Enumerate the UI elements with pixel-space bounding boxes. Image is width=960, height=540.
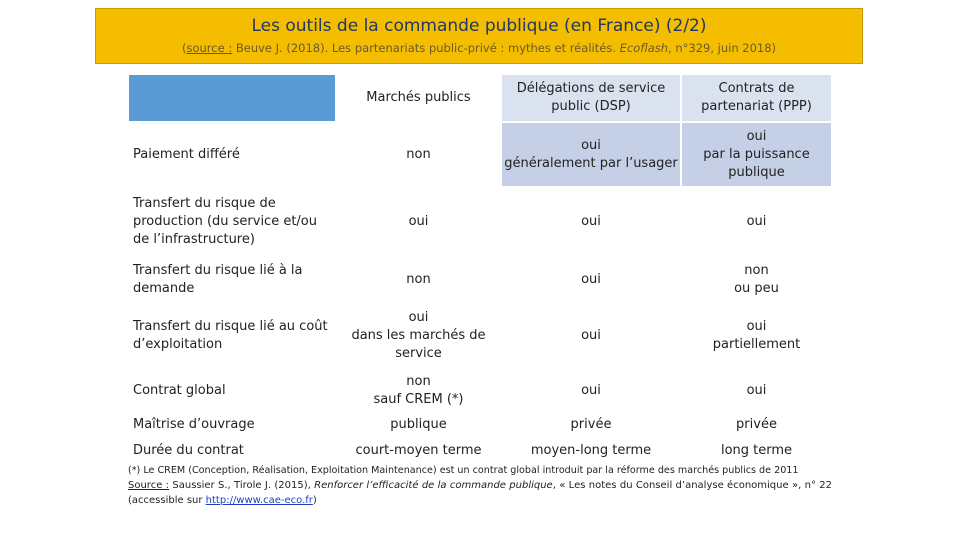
col-header-dsp: Délégations de service public (DSP): [501, 74, 681, 122]
slide-source: [96, 41, 862, 55]
cell-production-dsp: oui: [501, 187, 681, 257]
cell-paiement-marches: non: [336, 122, 501, 187]
footer-access-text: (accessible sur: [128, 495, 206, 506]
cell-paiement-dsp: oui généralement par l’usager: [501, 122, 681, 187]
row-header-risque-demande: Transfert du risque lié à la demande: [128, 257, 336, 302]
cell-cout-marches: oui dans les marchés de service: [336, 302, 501, 370]
comparison-table: [128, 74, 832, 464]
source-label: source :: [186, 41, 233, 55]
footer-source: [128, 478, 832, 493]
cell-maitrise-dsp: privée: [501, 412, 681, 438]
cell-demande-dsp: oui: [501, 257, 681, 302]
cell-maitrise-marches: publique: [336, 412, 501, 438]
cell-production-ppp: oui: [681, 187, 832, 257]
crem-footnote: (*) Le CREM (Conception, Réalisation, Exploitation Maintenance) est un contrat global introduit par la réforme des marchés publics de 2011: [128, 465, 799, 476]
footer-source-tail: , « Les notes du Conseil d’analyse économique », n° 22: [552, 480, 832, 491]
cae-link[interactable]: http://www.cae-eco.fr: [205, 495, 313, 506]
slide-title: Les outils de la commande publique (en France) (2/2): [251, 16, 707, 36]
row-header-duree-contrat: Durée du contrat: [128, 438, 336, 464]
footer-access-end: ): [312, 495, 317, 506]
row-header-risque-production: Transfert du risque de production (du service et/ou de l’infrastructure): [128, 187, 336, 257]
cell-paiement-ppp: oui par la puissance publique: [681, 122, 832, 187]
cell-demande-ppp: non ou peu: [681, 257, 832, 302]
cell-global-dsp: oui: [501, 370, 681, 412]
cell-production-marches: oui: [336, 187, 501, 257]
table-corner: [128, 74, 336, 122]
cell-cout-ppp: oui partiellement: [681, 302, 832, 370]
footnotes: [128, 463, 832, 508]
row-header-contrat-global: Contrat global: [128, 370, 336, 412]
row-header-risque-cout: Transfert du risque lié au coût d’exploitation: [128, 302, 336, 370]
cell-duree-marches: court-moyen terme: [336, 438, 501, 464]
col-header-marches-publics: Marchés publics: [336, 74, 501, 122]
cell-maitrise-ppp: privée: [681, 412, 832, 438]
row-header-maitrise-ouvrage: Maîtrise d’ouvrage: [128, 412, 336, 438]
cell-duree-ppp: long terme: [681, 438, 832, 464]
cell-global-ppp: oui: [681, 370, 832, 412]
cell-duree-dsp: moyen-long terme: [501, 438, 681, 464]
source-tail: , n°329, juin 2018): [668, 41, 777, 55]
cell-cout-dsp: oui: [501, 302, 681, 370]
footer-source-title: Renforcer l’efficacité de la commande publique: [314, 480, 553, 491]
row-header-paiement-differe: Paiement différé: [128, 122, 336, 187]
footer-source-label: Source :: [128, 480, 170, 491]
footer-source-text: Saussier S., Tirole J. (2015),: [169, 480, 315, 491]
source-journal: Ecoflash: [619, 41, 669, 55]
col-header-ppp: Contrats de partenariat (PPP): [681, 74, 832, 122]
source-text: Beuve J. (2018). Les partenariats public-privé : mythes et réalités.: [232, 41, 620, 55]
cell-global-marches: non sauf CREM (*): [336, 370, 501, 412]
source-open: (: [181, 41, 187, 55]
footer-access: [128, 493, 832, 508]
slide-title-box: [95, 8, 863, 64]
cell-demande-marches: non: [336, 257, 501, 302]
